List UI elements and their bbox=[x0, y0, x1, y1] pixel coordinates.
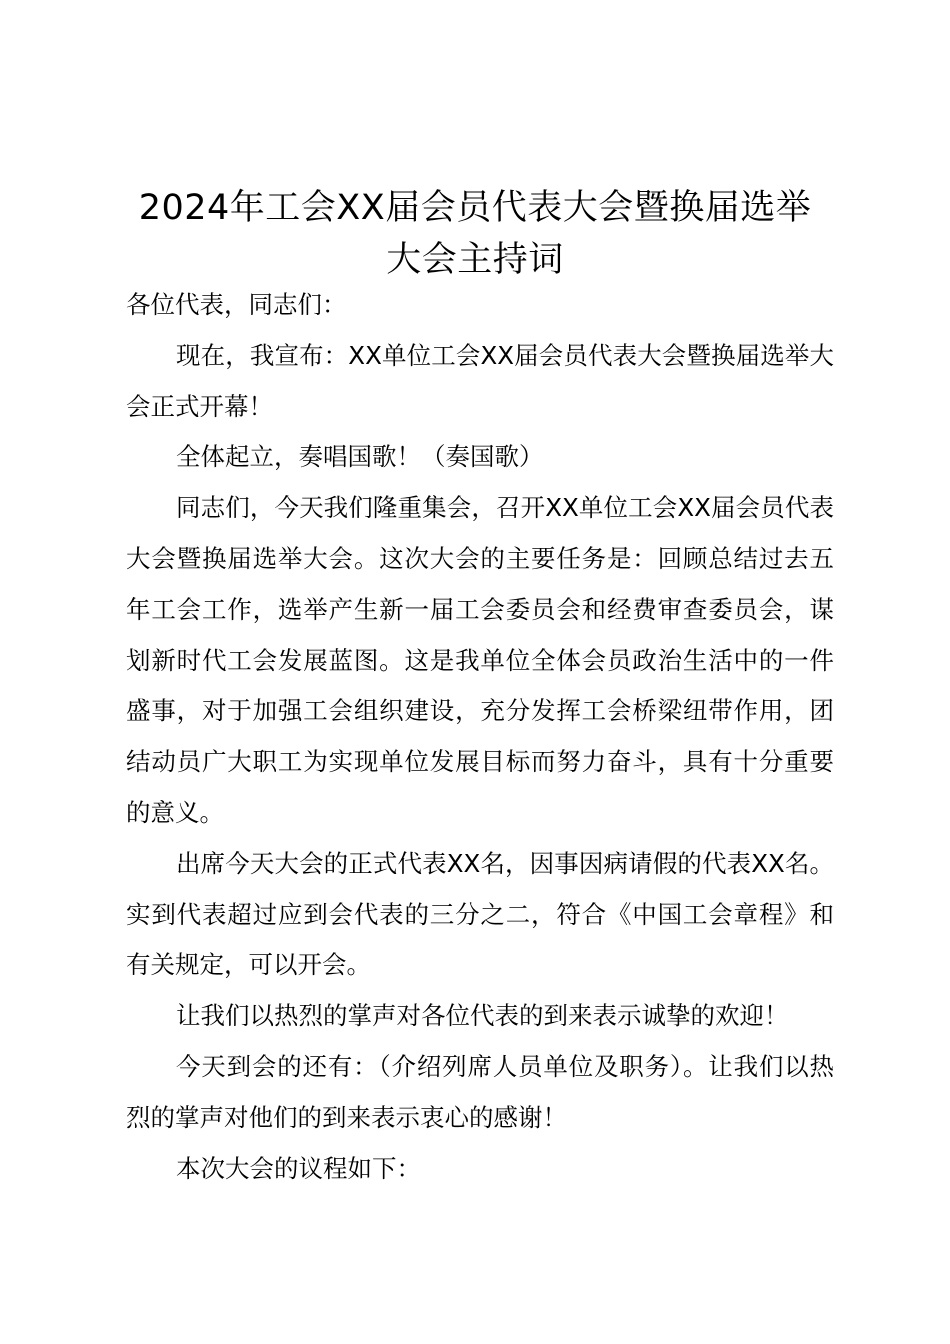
document-title bbox=[110, 182, 840, 286]
paragraph-welcome: 让我们以热烈的掌声对各位代表的到来表示诚挚的欢迎！ bbox=[176, 1001, 789, 1031]
salutation: 各位代表，同志们： bbox=[126, 290, 347, 319]
paragraph-purpose: 同志们，今天我们隆重集会，召开XX单位工会XX届会员代表大会暨换届选举大会。这次大会的主要任务是：回顾总结过去五年工会工作，选举产生新一届工会委员会和经费审查委员会，谋划新时代工会发展蓝图。这是我单位全体会员政治生活中的一件盛事，对于加强工会组织建设，充分发挥工会桥梁纽带作用，团结动员广大职工为实现单位发展目标而努力奋斗，具有十分重要的意义。 bbox=[126, 493, 834, 827]
paragraph-guests: 今天到会的还有：（介绍列席人员单位及职务）。让我们以热烈的掌声对他们的到来表示衷心的感谢！ bbox=[126, 1051, 834, 1132]
paragraph-agenda: 本次大会的议程如下： bbox=[176, 1153, 421, 1183]
document-title-line-1: 2024年工会XX届会员代表大会暨换届选举 bbox=[138, 188, 812, 228]
paragraph-attendance: 出席今天大会的正式代表XX名，因事因病请假的代表XX名。实到代表超过应到会代表的三分之二，符合《中国工会章程》和有关规定，可以开会。 bbox=[126, 848, 834, 980]
document-body bbox=[126, 280, 834, 1194]
document-title-line-2: 大会主持词 bbox=[386, 240, 564, 280]
paragraph-opening: 现在，我宣布：XX单位工会XX届会员代表大会暨换届选举大会正式开幕！ bbox=[126, 340, 834, 421]
paragraph-anthem: 全体起立，奏唱国歌！（奏国歌） bbox=[176, 442, 544, 472]
